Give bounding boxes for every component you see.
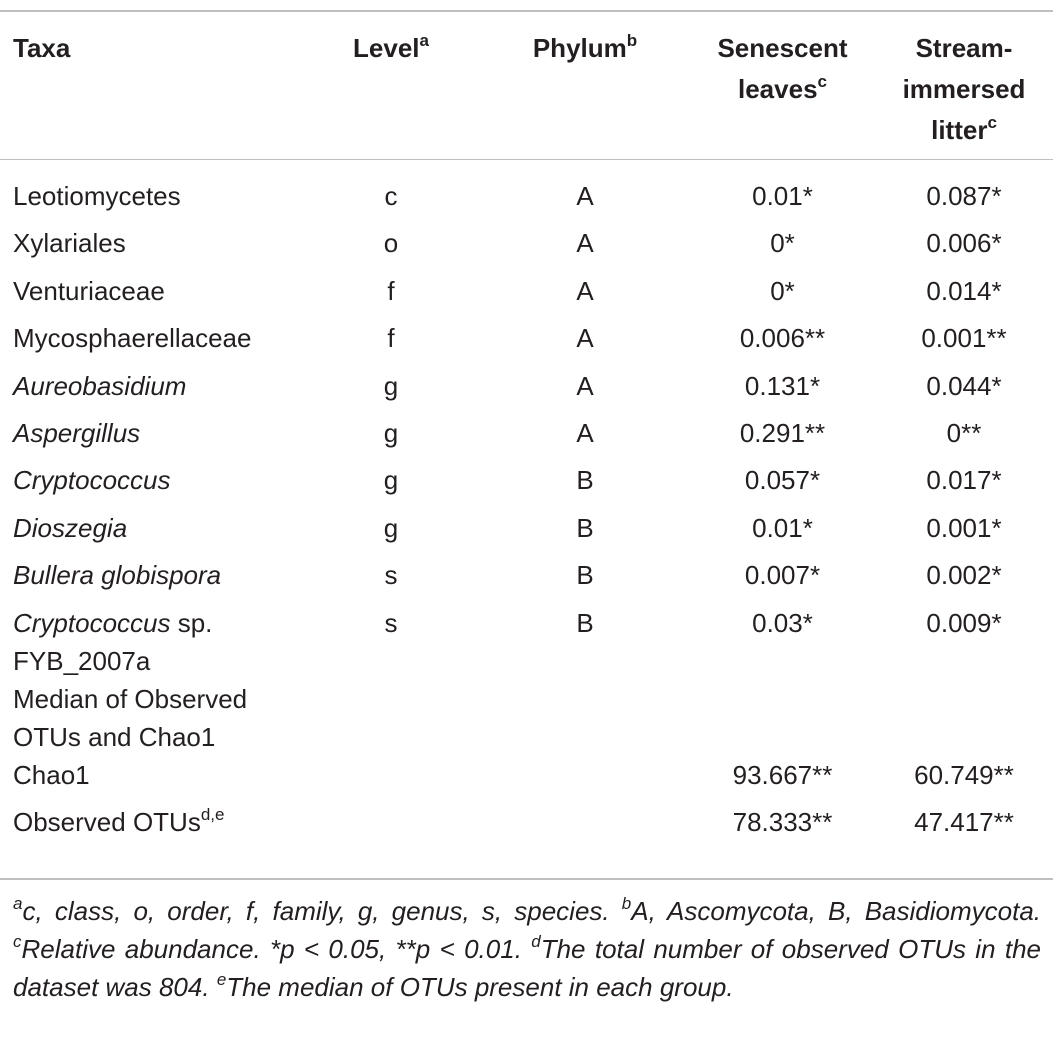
- phylum-cell: B: [576, 512, 594, 543]
- stream-cell: 0**: [946, 417, 982, 448]
- taxa-cell: [0, 414, 302, 461]
- level-cell: f: [387, 323, 395, 354]
- level-cell: g: [383, 370, 399, 401]
- phylum-cell: A: [576, 275, 594, 306]
- senescent-cell: 0.007*: [744, 560, 821, 591]
- table-footnote: $^a$c, class, o, order, f, family, g, genus, s, species. $^b$A, Ascomycota, B, Basidiomycota. $^c$Relative abundance. *p < 0.05, **p < 0.01. $^d$The total number of observed OTUs in the dataset was 804. $^e$The median of OTUs present in each group.: [13, 894, 1042, 1002]
- table-row: [0, 604, 1053, 680]
- table-row: [0, 556, 1053, 603]
- level-cell: s: [384, 607, 398, 638]
- stream-cell: 0.087*: [926, 181, 1002, 211]
- phylum-cell: B: [576, 607, 594, 638]
- level-cell: o: [383, 228, 399, 259]
- stream-cell: 0.009*: [926, 607, 1002, 638]
- table-row-chao1: [0, 756, 1053, 803]
- phylum-cell: A: [576, 323, 594, 354]
- phylum-cell: A: [576, 370, 594, 401]
- taxa-name: Bullera globispora: [13, 560, 222, 591]
- phylum-cell: A: [576, 417, 594, 448]
- table-row: [0, 509, 1053, 556]
- taxa-cell: [0, 367, 302, 414]
- table-row: [0, 319, 1053, 366]
- stream-cell: 0.001*: [926, 512, 1002, 543]
- stream-cell: 60.749**: [914, 759, 1014, 790]
- table-row: [0, 272, 1053, 319]
- section-row: [0, 680, 1053, 756]
- level-cell: f: [387, 275, 395, 306]
- taxa-name: Aspergillus: [13, 417, 141, 448]
- senescent-cell: 0*: [770, 275, 795, 306]
- senescent-cell: 0.291**: [739, 417, 826, 448]
- senescent-cell: 0.03*: [752, 607, 813, 638]
- taxa-cell: Observed OTUs$^{d,e}$: [13, 805, 225, 837]
- table-row: [0, 414, 1053, 461]
- taxa-cell: Cryptococcus sp. FYB_2007a: [13, 607, 213, 676]
- table-row: [0, 224, 1053, 271]
- senescent-cell: 0.057*: [744, 465, 821, 496]
- header-phylum: Phylum$^b$: [532, 31, 638, 63]
- taxa-name: Cryptococcus: [13, 465, 171, 496]
- level-cell: c: [384, 181, 398, 211]
- taxa-cell: Chao1: [13, 759, 90, 790]
- header-taxa: Taxa: [13, 33, 71, 63]
- stream-cell: 47.417**: [914, 806, 1014, 837]
- table-row-observed-otus: [0, 803, 1053, 850]
- level-cell: s: [384, 560, 398, 591]
- section-label: Median of Observed OTUs and Chao1: [13, 683, 248, 752]
- senescent-cell: 0.006**: [739, 323, 826, 354]
- stream-cell: 0.017*: [926, 465, 1002, 496]
- phylum-cell: A: [576, 181, 594, 211]
- header-stream-immersed-litter: Stream- immersed litter$^c$: [902, 33, 1026, 145]
- stream-cell: 0.006*: [926, 228, 1002, 259]
- level-cell: g: [383, 512, 399, 543]
- taxa-cell: Mycosphaerellaceae: [13, 323, 252, 354]
- phylum-cell: B: [576, 465, 594, 496]
- stream-cell: 0.001**: [921, 323, 1007, 354]
- senescent-cell: 78.333**: [732, 806, 833, 837]
- table-body: [0, 159, 1053, 850]
- taxa-name: Aureobasidium: [13, 370, 187, 401]
- bottom-rule: [0, 878, 1053, 880]
- stream-cell: 0.044*: [926, 370, 1002, 401]
- taxa-cell: [0, 509, 302, 556]
- stream-cell: 0.014*: [926, 275, 1002, 306]
- taxa-cell: [0, 461, 302, 508]
- taxa-cell: Venturiaceae: [13, 275, 165, 306]
- senescent-cell: 93.667**: [732, 759, 833, 790]
- taxa-cell: Leotiomycetes: [13, 181, 181, 211]
- header-level: Level$^a$: [353, 31, 429, 63]
- stream-cell: 0.002*: [926, 560, 1002, 591]
- table-row: [0, 367, 1053, 414]
- header-senescent-leaves: Senescent leaves$^c$: [717, 33, 848, 104]
- table-row: [0, 461, 1053, 508]
- senescent-cell: 0.131*: [744, 370, 821, 401]
- data-table: [0, 12, 1053, 850]
- header-row: [0, 12, 1053, 159]
- senescent-cell: 0*: [770, 228, 795, 259]
- senescent-cell: 0.01*: [752, 512, 813, 543]
- level-cell: g: [383, 417, 399, 448]
- taxa-name: Dioszegia: [13, 512, 128, 543]
- level-cell: g: [383, 465, 399, 496]
- senescent-cell: 0.01*: [752, 181, 813, 211]
- table-row: [0, 159, 1053, 224]
- taxa-cell: Xylariales: [13, 228, 126, 259]
- phylum-cell: B: [576, 560, 594, 591]
- phylum-cell: A: [576, 228, 594, 259]
- taxa-cell: [0, 556, 302, 603]
